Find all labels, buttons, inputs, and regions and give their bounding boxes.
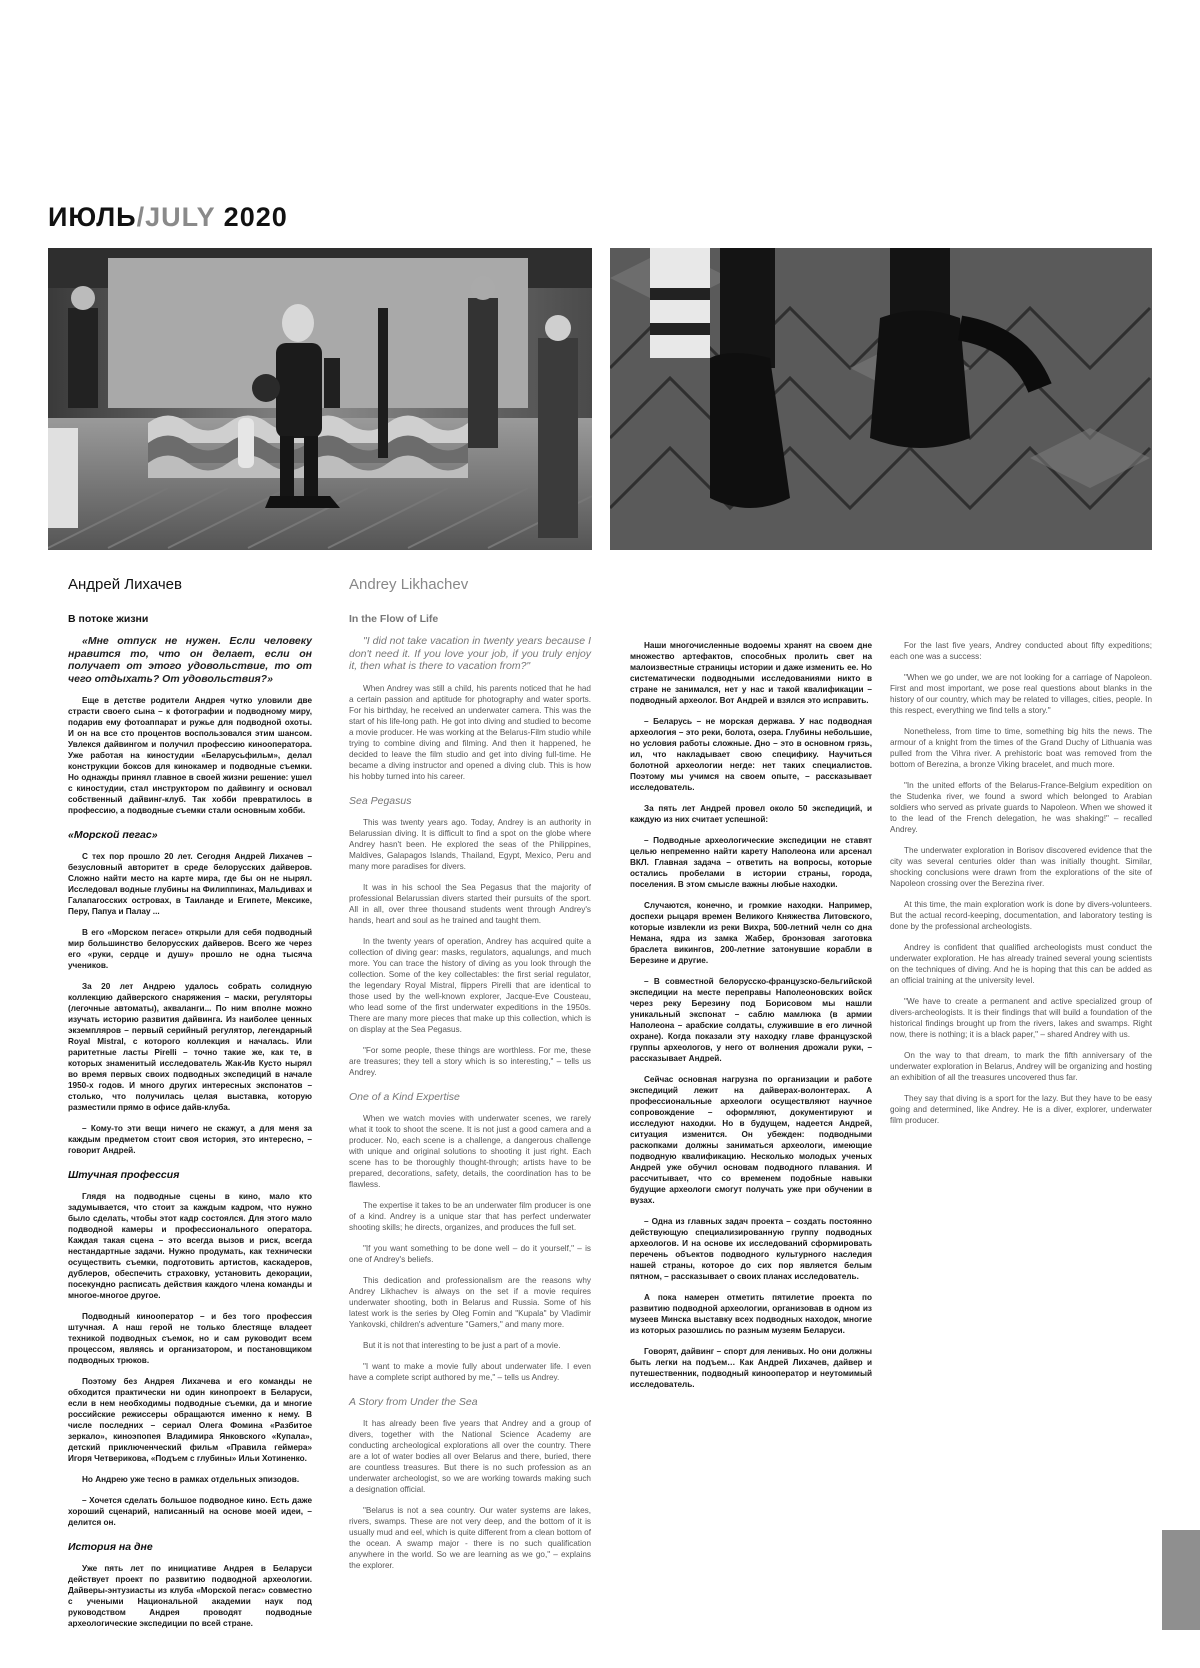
en-paragraph: "For some people, these things are worthless. For me, these are treasures; they tell a story which is so interesting," – tells us Andrey. — [349, 1045, 591, 1077]
ru-subheading: История на дне — [68, 1541, 153, 1553]
en-paragraph: "If you want something to be done well – do it yourself," – is one of Andrey's beliefs. — [349, 1243, 591, 1264]
ru-paragraph: Поэтому без Андрея Лихачева и его команды не обходится практически ни один кинопроект в Беларуси, если в нем необходимы подводные съемки, да и многие российские режиссеры обращаются именно к нему. В числе последних – сериал Олега Фомина «Разбитое зеркало», киноэпопея Владимира Янковского «Купала», детский приключенческий фильм «Правила геймера» Игоря Четверикова, «Подъем с глубины» Ильи Хотиненко. — [68, 1377, 312, 1463]
en-paragraph: At this time, the main exploration work is done by divers-volunteers. But the actual record-keeping, documentation, and laboratory testing is done by the professional archeologists. — [890, 900, 1152, 931]
ru-subheading: «Морской пегас» — [68, 829, 158, 841]
ru-paragraph: Но Андрею уже тесно в рамках отдельных эпизодов. — [82, 1475, 300, 1484]
en-paragraph: When Andrey was still a child, his parents noticed that he had a certain passion and aptitude for photography and water sports. For his birthday, he received an underwater camera. This was the start of his life-long path. He got into diving and studied to become a movie producer. He was working at the Belarus-Film studio while trying to combine diving and filming. And then it happened, he decided to leave the film studio and get into diving full-time. He became a diving instructor and opened a diving club. This is how his hobby turned into his career. — [349, 683, 591, 781]
en-paragraph: "We have to create a permanent and active specialized group of divers-archeologists. It is their findings that will build a foundation of the historical findings brought up from the rivers, lakes and swamps. Right now, there is nothing; it is a black paper," – shared Andrey with us. — [890, 997, 1152, 1039]
en-paragraph: They say that diving is a sport for the lazy. But they have to be easy going and determined, like Andrey. He is a diver, explorer, underwater film producer. — [890, 1094, 1152, 1125]
en-heading: In the Flow of Life — [349, 613, 439, 625]
en-paragraph: But it is not that interesting to be just a part of a movie. — [363, 1340, 561, 1350]
en-subheading: A Story from Under the Sea — [349, 1395, 478, 1408]
ru-paragraph: С тех пор прошло 20 лет. Сегодня Андрей Лихачев – безусловный авторитет в среде белорусских дайверов. Сложно найти место на карте мира, где бы он не нырял. Исследовал водные глубины на Филиппинах, Мальдивах и Галапагосских островах, в Таиланде и Египете, Мексике, Перу, Папуа и Палау ... — [68, 852, 312, 916]
ru-paragraph: – В совместной белорусско-французско-бельгийской экспедиции на месте переправы Наполеоновских войск через реку Березину под Борисовом мы нашли уникальный экспонат – саблю мамлюка (в армии Наполеона – арабские солдаты, служившие в его личной охране). Когда показали эту находку главе французской группы археологов, у него от волнения дрожали руки, – рассказывает Андрей. — [630, 977, 872, 1063]
en-paragraph: Andrey is confident that qualified archeologists must conduct the underwater exploration. He has already trained several young scientists on the techniques of diving. And he is hoping that this can be added as an official training at the university level. — [890, 943, 1152, 985]
ru-column-2 — [630, 640, 872, 1400]
en-paragraph: Nonetheless, from time to time, something big hits the news. The armour of a knight from the times of the Grand Duchy of Lithuania was pulled from the Vihra river. A prehistoric boat was removed from the bottom of Berezina, a bronze Viking bracelet, and much more. — [890, 727, 1152, 769]
ru-paragraph: – Беларусь – не морская держава. У нас подводная археология – это реки, болота, озера. Глубины небольшие, но условия работы сложные. Дно – это в основном грязь, ил, что накладывает свою специфику. Научиться болотной археологии негде: нет таких специалистов. Поэтому мы учимся на своем опыте, – рассказывает исследователь. — [630, 717, 872, 792]
ru-paragraph: Сейчас основная нагрузна по организации и работе экспедиций лежит на дайверах-волонтерах. А профессиональные археологи осуществляют научное сопровождение – оформляют, документируют и исследуют находки. Но в будущем, надеется Андрей, ситуация изменится. Он убежден: подводными раскопками должны заниматься археологи, имеющие подводную квалификацию. Несколько молодых ученых Андрей уже обучил основам подводного плавания. И рассчитывает, что со временем подобные навыки будущие археологи смогут получать уже при обучении в вузах. — [630, 1075, 872, 1205]
month-en: JULY — [145, 202, 216, 232]
ru-paragraph: Глядя на подводные сцены в кино, мало кто задумывается, что стоит за каждым кадром, что нужно было сделать, чтобы этот кадр состоялся. Для этого мало подводной камеры и профессионального оператора. Каждая такая сцена – это всегда вызов и риск, всегда нестандартные задачи. Нужно продумать, как технически осуществить съемки, подготовить артистов, каскадеров, дублеров, обеспечить страховку, установить декорации, посекундно расписать действия каждого члена команды и многое-многое другое. — [68, 1192, 312, 1300]
en-paragraph: In the twenty years of operation, Andrey has acquired quite a collection of diving gear: masks, regulators, aqualungs, and much more. You can trace the history of diving as you look through the collection. Some of the key collectables: the first serial regulator, the legendary Royal Mistral, flippers Pirelli that are identical to those used by the well-known explorer, Jacque-Eve Cousteau, who lead some of the first underwater expeditions in the 1950s. There are many more pieces that make up this collection, which is on display at the Sea Pegasus. — [349, 936, 591, 1034]
en-subheading: Sea Pegasus — [349, 794, 412, 807]
ru-subheading: Штучная профессия — [68, 1169, 180, 1181]
en-paragraph: On the way to that dream, to mark the fifth anniversary of the underwater exploration in Belarus, Andrey will be organizing and hosting an exhibition of all the treasures uncovered thus far. — [890, 1051, 1152, 1082]
en-paragraph: For the last five years, Andrey conducted about fifty expeditions; each one was a success: — [890, 641, 1152, 661]
en-column-2 — [890, 640, 1152, 1136]
ru-paragraph: Подводный кинооператор – и без того профессия штучная. А наш герой не только блестяще владеет техникой подводных съемок, но и сам руководит всем процессом, являясь и организатором, и постановщиком подводных трюков. — [68, 1312, 312, 1365]
ru-heading: В потоке жизни — [68, 613, 149, 625]
author-en: Andrey Likhachev — [349, 576, 469, 593]
ru-paragraph: За пять лет Андрей провел около 50 экспедиций, и каждую из них считает успешной: — [630, 804, 872, 824]
ru-paragraph: Еще в детстве родители Андрея чутко уловили две страсти своего сына – к фотографии и подводному миру, подарив ему фотоаппарат и ружье для подводной охоты. И он на все сто процентов воспользовался этим шансом. Увлекся дайвингом и получил профессию кинооператора. Уже работая на киностудии «Беларусьфильм», делал конструкции боксов для кинокамер и подводные съемки. Но однажды принял главное в своей жизни решение: ушел с киностудии, стал инструктором по дайвингу и основал собственный дайвинг-клуб. Так хобби превратилось в профессию, а подводные съемки стали основным хобби. — [68, 696, 312, 815]
en-paragraph: This dedication and professionalism are the reasons why Andrey Likhachev is always on the set if a movie requires underwater shooting, both in Belarus and Russia. Some of his latest work is the series by Oleg Fomin and "Kupala" by Vladimir Yankovski, children's adventure "Gamers," and many more. — [349, 1275, 591, 1329]
month-ru: ИЮЛЬ — [48, 202, 137, 232]
ru-paragraph: Уже пять лет по инициативе Андрея в Беларуси действует проект по развитию подводной археологии. Дайверы-энтузиасты из клуба «Морской пегас» совместно с учеными Национальной академии наук под руководством Андрея проводят подводные археологические экспедиции по всей стране. — [68, 1564, 312, 1628]
ru-paragraph: – Одна из главных задач проекта – создать постоянно действующую специализированную группу подводных археологов. И на основе их исследований сформировать перечень объектов подводного культурного наследия нашей страны, которое до сих пор является белым пятном, – рассказывает о своих планах исследователь. — [630, 1217, 872, 1281]
en-paragraph: The underwater exploration in Borisov discovered evidence that the city was several centuries older than was initially thought. Similar, shocking conclusions were drawn from the explorations of the site of Napoleon crossing over the Berezina river. — [890, 846, 1152, 888]
en-subheading: One of a Kind Expertise — [349, 1090, 460, 1103]
year: 2020 — [223, 202, 288, 232]
en-paragraph: "In the united efforts of the Belarus-France-Belgium expedition on the Studenka river, we found a sword which belonged to Arabian soldiers who served as private guards to Napoleon. When we showed it to the lead of the French delegation, he was shaking!" – recalled Andrey. — [890, 781, 1152, 834]
author-ru: Андрей Лихачев — [68, 576, 182, 593]
en-paragraph: "I want to make a movie fully about underwater life. I even have a complete script authored by me," – tells us Andrey. — [349, 1361, 591, 1382]
page-edge-tab — [1162, 1530, 1200, 1630]
ru-paragraph: За 20 лет Андрею удалось собрать солидную коллекцию дайверского снаряжения – маски, регуляторы (легочные автоматы), акваланги... По ним вполне можно изучать историю развития дайвинга. Из наиболее ценных экземпляров – первый серийный регулятор, легендарный Royal Mistral, с которого коллекция и началась. Или раритетные ласты Pirelli – точно такие же, как те, в которых знаменитый исследователь Жак-Ив Кусто нырял во время первых своих подводных экспедиций в начале 1950-х годов. И много других интересных экспонатов – столько, что получилась целая выставка, которую разместили прямо в офисе дайв-клуба. — [68, 982, 312, 1112]
ru-paragraph: В его «Морском пегасе» открыли для себя подводный мир большинство белорусских дайверов. Всего же через его «руки, сердце и душу» прошло не одна тысяча учеников. — [68, 928, 312, 970]
ru-paragraph: – Кому-то эти вещи ничего не скажут, а для меня за каждым предметом стоит своя история, это интересно, – говорит Андрей. — [68, 1124, 312, 1155]
fins-photo — [610, 248, 1152, 550]
ru-paragraph: Говорят, дайвинг – спорт для ленивых. Но они должны быть легки на подъем… Как Андрей Лихачев, дайвер и путешественник, подводный кинооператор и неутомимый исследователь. — [630, 1347, 872, 1389]
ru-paragraph: А пока намерен отметить пятилетие проекта по развитию подводной археологии, организовав в одном из музеев Минска выставку всех подводных находок, многие из которых разошлись по разным музеям Беларуси. — [630, 1293, 872, 1335]
ru-paragraph: Наши многочисленные водоемы хранят на своем дне множество артефактов, способных пролить свет на малоизвестные страницы истории и даже изменить ее. Но систематически подводными исследованиями никто в стране не занимался, нет у нас и такой квалификации – подводный археолог. Вот Андрей и взялся это исправить. — [630, 641, 872, 705]
en-paragraph: The expertise it takes to be an underwater film producer is one of a kind. Andrey is a unique star that has perfect underwater shooting skills; he directs, organizes, and produces the full set. — [349, 1200, 591, 1232]
en-paragraph: This was twenty years ago. Today, Andrey is an authority in Belarussian diving. It is difficult to find a spot on the globe where Andrey hasn't been. He explored the seas of the Philippines, Maldives, Galapagos Islands, Thailand, Egypt, Mexico, Peru and many more paradises for divers. — [349, 817, 591, 871]
en-paragraph: It has already been five years that Andrey and a group of divers, together with the National Science Academy are conducting archeological explorations all over the country. There are a lot of water bodies all over Belarus and there, buried, there are countless treasures. But there is no such profession as an underwater archeologist, so we are working towards making such a designation official. — [349, 1418, 591, 1494]
en-quote: "I did not take vacation in twenty years because I don't need it. If you love your job, if you truly enjoy it, then what is there to vacation from?" — [349, 635, 591, 672]
ru-paragraph: Случаются, конечно, и громкие находки. Например, доспехи рыцаря времен Великого Княжества Литовского, которые извлекли из реки Вихра, 500-летний челн со дна Немана, ядра из замка Жабер, бронзовая заготовка браслета викингов, 200-летние затонувшие корабли в Березине и другие. — [630, 901, 872, 965]
en-paragraph: "Belarus is not a sea country. Our water systems are lakes, rivers, swamps. These are not very deep, and the bottom of it is usually mud and eel, which is quite different from a clean bottom of the ocean. A swamp major - there is no such qualification anywhere in the world. So we are learning as we go," – explains the explorer. — [349, 1505, 591, 1570]
issue-date — [48, 202, 288, 233]
en-paragraph: When we watch movies with underwater scenes, we rarely what it took to shoot the scene. It is not just a good camera and a producer. No, each scene is a challenge, a dangerous challenge with unique and original solutions to shooting it just right. Each scene has to be thoroughly thought-through; artists have to be prepared, decorations, safety, details, the coordination has to be flawless. — [349, 1113, 591, 1189]
en-paragraph: "When we go under, we are not looking for a carriage of Napoleon. First and most important, we pose real questions about blanks in the history of our country, which may be related to villages, cities, people. In this respect, everything we find tells a story." — [890, 673, 1152, 715]
en-paragraph: It was in his school the Sea Pegasus that the majority of professional Belarussian divers started their pursuits of the sport. All in all, over three thousand students went through Andrey's hands, heart and soul as he trained and taught them. — [349, 882, 591, 925]
ru-column-1 — [68, 614, 312, 1639]
ru-paragraph: – Хочется сделать большое подводное кино. Есть даже хороший сценарий, написанный на основе моей идеи, – делится он. — [68, 1496, 312, 1527]
ru-paragraph: – Подводные археологические экспедиции не ставят целью непременно найти карету Наполеона или арсенал ВКЛ. Главная задача – ответить на вопросы, которые остались пробелами в истории страны, города, поселения. В этом смысле важны любые находки. — [630, 836, 872, 889]
ru-quote: «Мне отпуск не нужен. Если человеку нравится то, что он делает, если он получает от этого удовольствие, то от чего отдыхать? От удовольствия?» — [68, 635, 312, 685]
studio-photo-diver — [48, 248, 592, 550]
en-column-1 — [349, 614, 591, 1581]
slash: / — [136, 202, 146, 232]
